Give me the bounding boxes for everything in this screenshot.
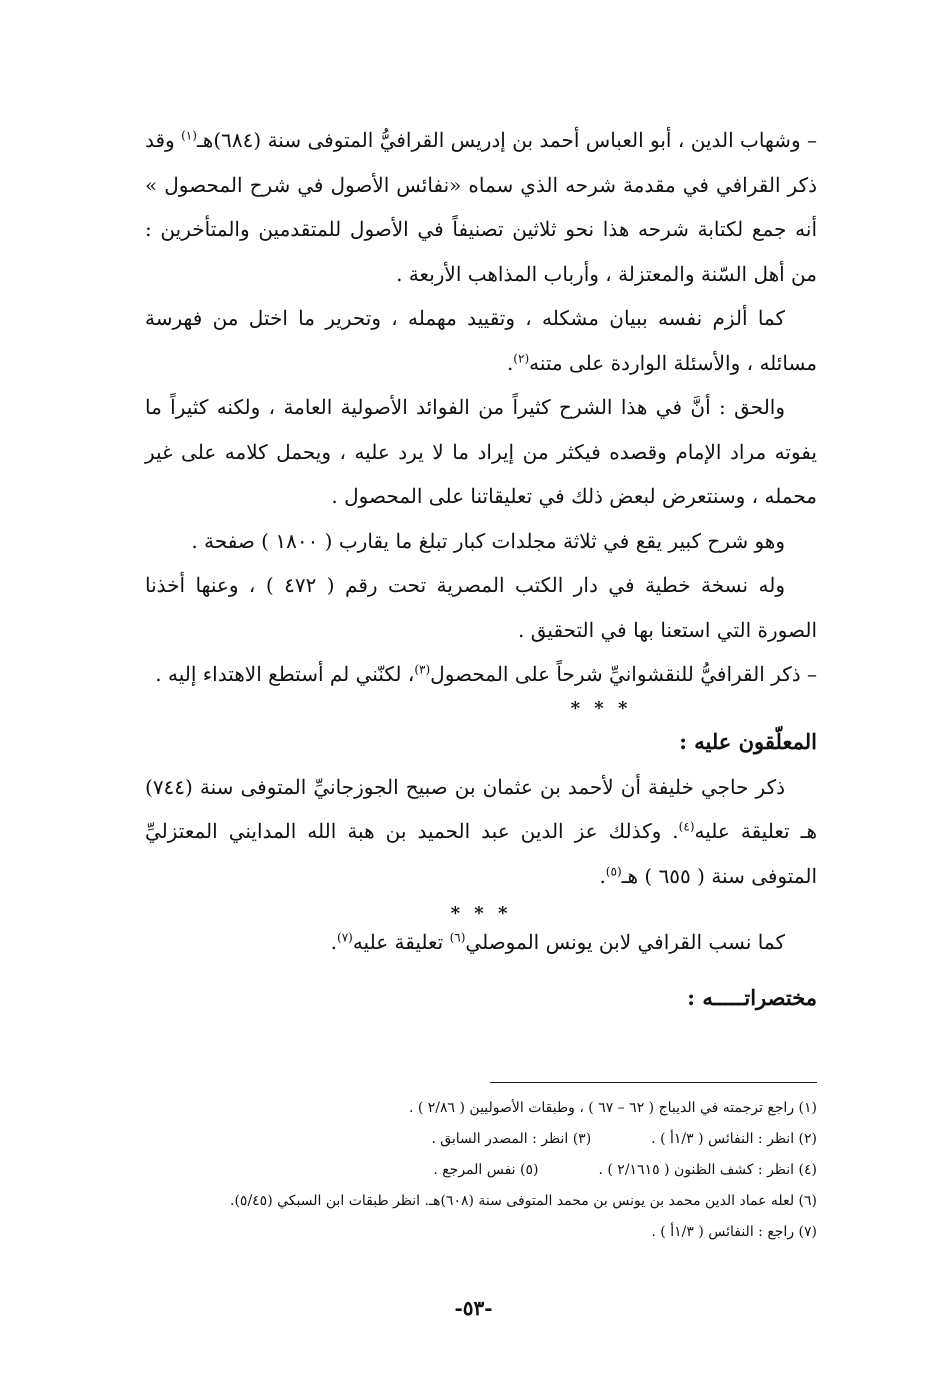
paragraph-naqshawani bbox=[145, 652, 817, 697]
paragraph-text: كما نسب القرافي لابن يونس الموصلي bbox=[465, 930, 785, 954]
footnote-row bbox=[145, 1155, 817, 1186]
footnote-divider bbox=[490, 1082, 817, 1083]
footnotes bbox=[145, 1093, 817, 1248]
paragraph-text: ، لكنّني لم أستطع الاهتداء إليه . bbox=[155, 662, 415, 686]
footnote-ref-5: (٥) bbox=[605, 863, 622, 878]
paragraph-manuscript: وله نسخة خطية في دار الكتب المصرية تحت رقم ( ٤٧٢ ) ، وعنها أخذنا الصورة التي استعنا بها في التحقيق . bbox=[145, 573, 817, 642]
section-separator: * * * bbox=[450, 903, 512, 924]
footnote-ref-7: (٧) bbox=[337, 930, 353, 945]
heading-abridgements: مختصراتـــــه : bbox=[687, 984, 817, 1010]
footnote-ref-3: (٣) bbox=[414, 662, 431, 677]
paragraph-text: – ذكر القرافيُّ للنقشوانيِّ شرحاً على المحصول bbox=[430, 662, 817, 686]
heading-commentators: المعلّقون عليه : bbox=[679, 728, 817, 754]
section-separator: * * * bbox=[570, 697, 632, 719]
paragraph-text: . bbox=[330, 930, 337, 954]
footnote-2: (٢) انظر : النفائس ( ١/٣أ ) . bbox=[651, 1131, 817, 1147]
paragraph-assessment: والحق : أنَّ في هذا الشرح كثيراً من الفوائد الأصولية العامة ، ولكنه كثيراً ما يفوته مراد الإمام وقصده فيكثر من إيراد ما لا يرد عليه ، ويحمل كلامه على غير محمله ، وسنتعرض لبعض ذلك في تعليقاتنا على المحصول . bbox=[145, 395, 817, 508]
paragraph-text: كما ألزم نفسه ببيان مشكله ، وتقييد مهمله ، وتحرير ما اختل من فهرسة مسائله ، والأسئلة الواردة على متنه bbox=[145, 306, 817, 375]
paragraph-commentators bbox=[145, 765, 817, 899]
footnote-7: (٧) راجع : النفائس ( ١/٣أ ) . bbox=[651, 1224, 817, 1240]
paragraph-text: تعليقة عليه bbox=[352, 930, 450, 954]
footnote-5: (٥) نفس المرجع . bbox=[433, 1162, 539, 1178]
footnote-ref-4: (٤) bbox=[678, 819, 695, 834]
footnote-ref-2: (٢) bbox=[513, 350, 530, 365]
paragraph-text: . وكذلك عز الدين عبد الحميد بن هبة الله المدايني المعتزليِّ المتوفى سنة ( ٦٥٥ ) هـ bbox=[145, 819, 817, 888]
footnote-6: (٦) لعله عماد الدين محمد بن يونس بن محمد المتوفى سنة (٦٠٨)هـ. انظر طبقات ابن السبكي (٥/٤٥). bbox=[230, 1193, 817, 1209]
paragraph-text: . bbox=[506, 350, 514, 375]
footnote-ref-6: (٦) bbox=[449, 930, 466, 945]
footnote-1: (١) راجع ترجمته في الديباج ( ٦٢ – ٦٧ ) ، وطبقات الأصوليين ( ٢/٨٦ ) . bbox=[408, 1100, 817, 1116]
paragraph-size: وهو شرح كبير يقع في ثلاثة مجلدات كبار تبلغ ما يقارب ( ١٨٠٠ ) صفحة . bbox=[191, 528, 785, 553]
footnote-4: (٤) انظر : كشف الظنون ( ٢/١٦١٥ ) . bbox=[598, 1162, 817, 1178]
paragraph-ibn-yunus bbox=[145, 920, 817, 965]
paragraph-text: – وشهاب الدين ، أبو العباس أحمد بن إدريس القرافيُّ المتوفى سنة (٦٨٤)هـ bbox=[196, 128, 817, 152]
main-text bbox=[145, 118, 817, 1021]
paragraph-qarafi bbox=[145, 118, 817, 296]
paragraph-text: ذكر حاجي خليفة أن لأحمد بن عثمان بن صبيح الجوزجانيِّ المتوفى سنة (٧٤٤) هـ تعليقة عليه bbox=[145, 774, 817, 843]
page-number: -٥٣- bbox=[454, 1296, 493, 1320]
paragraph-text: وقد ذكر القرافي في مقدمة شرحه الذي سماه «نفائس الأصول في شرح المحصول » أنه جمع لكتابة شرحه هذا نحو ثلاثين تصنيفاً في الأصول للمتقدمين والمتأخرين : من أهل السّنة والمعتزلة ، وأرباب المذاهب الأربعة . bbox=[145, 128, 817, 286]
footnote-ref-1: (١) bbox=[181, 128, 197, 143]
footnote-3: (٣) انظر : المصدر السابق . bbox=[431, 1131, 592, 1147]
footnote-row bbox=[145, 1124, 817, 1155]
paragraph-commitments bbox=[145, 296, 817, 385]
paragraph-text: . bbox=[599, 863, 606, 888]
